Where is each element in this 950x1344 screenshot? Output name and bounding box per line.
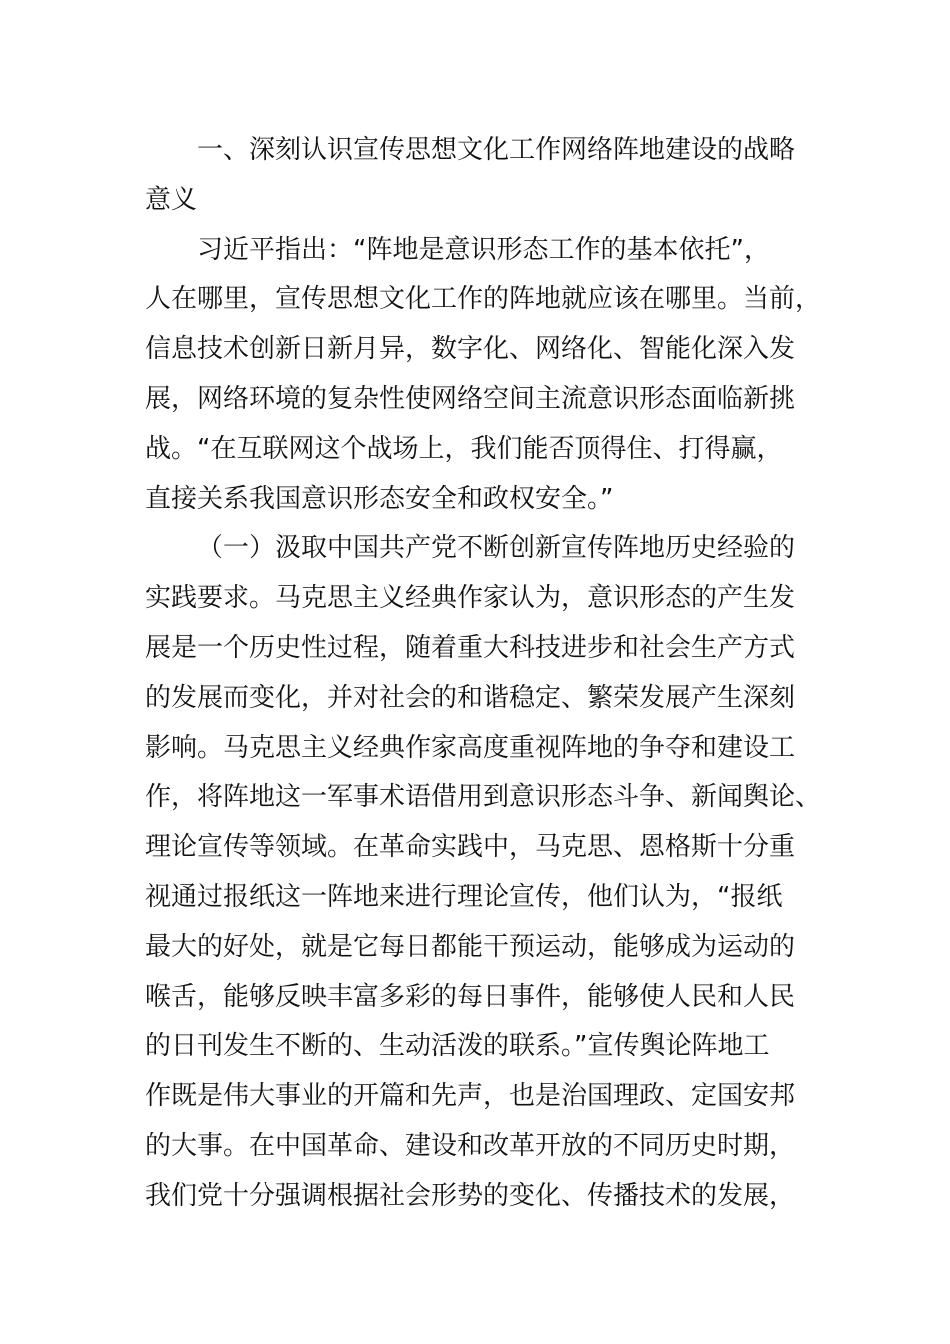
paragraph-1-line-4: 展，网络环境的复杂性使网络空间主流意识形态面临新挑 [145, 383, 796, 414]
paragraph-2-line-12: 作既是伟大事业的开篇和先声，也是治国理政、定国安邦 [145, 1081, 796, 1112]
paragraph-1-line-3: 信息技术创新日新月异，数字化、网络化、智能化深入发 [145, 334, 796, 365]
paragraph-2-line-13: 的大事。在中国革命、建设和改革开放的不同历史时期， [145, 1130, 796, 1161]
paragraph-2-line-5: 影响。马克思主义经典作家高度重视阵地的争夺和建设工 [145, 732, 796, 763]
paragraph-2-line-1: （一）汲取中国共产党不断创新宣传阵地历史经验的 [197, 533, 796, 564]
paragraph-1-line-2: 人在哪里，宣传思想文化工作的阵地就应该在哪里。当前， [145, 284, 822, 315]
paragraph-2-line-4: 的发展而变化，并对社会的和谐稳定、繁荣发展产生深刻 [145, 682, 796, 713]
paragraph-2-line-8: 视通过报纸这一阵地来进行理论宣传，他们认为，“报纸 [145, 881, 783, 912]
paragraph-2-line-7: 理论宣传等领域。在革命实践中，马克思、恩格斯十分重 [145, 832, 796, 863]
paragraph-2-line-11: 的日刊发生不断的、生动活泼的联系。”宣传舆论阵地工 [145, 1031, 770, 1062]
section-heading-line-2: 意义 [145, 184, 198, 215]
paragraph-1-line-5: 战。“在互联网这个战场上，我们能否顶得住、打得赢， [145, 433, 783, 464]
document-body [145, 126, 822, 1222]
paragraph-2-line-2: 实践要求。马克思主义经典作家认为，意识形态的产生发 [145, 583, 796, 614]
section-heading-line-1: 一、深刻认识宣传思想文化工作网络阵地建设的战略 [197, 135, 796, 165]
paragraph-2-line-3: 展是一个历史性过程，随着重大科技进步和社会生产方式 [145, 632, 796, 663]
paragraph-2-line-9: 最大的好处，就是它每日都能干预运动，能够成为运动的 [145, 931, 796, 962]
paragraph-1-line-1: 习近平指出：“阵地是意识形态工作的基本依托”， [197, 234, 770, 265]
paragraph-1-line-6: 直接关系我国意识形态安全和政权安全。” [145, 483, 614, 514]
paragraph-2-line-14: 我们党十分强调根据社会形势的变化、传播技术的发展， [145, 1180, 796, 1211]
paragraph-2-line-6: 作，将阵地这一军事术语借用到意识形态斗争、新闻舆论、 [145, 782, 822, 813]
paragraph-2-line-10: 喉舌，能够反映丰富多彩的每日事件，能够使人民和人民 [145, 981, 796, 1012]
